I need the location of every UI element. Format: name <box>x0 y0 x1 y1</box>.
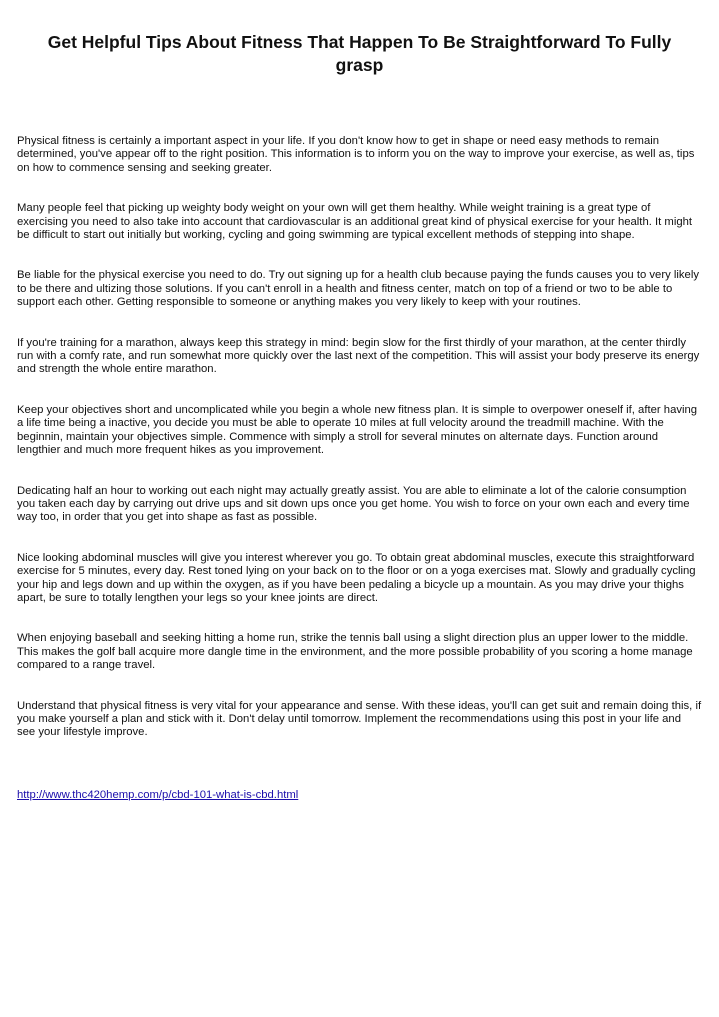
paragraph-6: Dedicating half an hour to working out each night may actually greatly assist. You are able to eliminate a lot of the calorie consumption you taken each day by carrying out drive ups and sit down ups once you get home. You wish to force on your own each and every time way too, in order that you get into shape as fast as possible. <box>17 484 690 524</box>
paragraph-1: Physical fitness is certainly a important aspect in your life. If you don't know how to get in shape or need easy methods to remain determined, you've appear off to the right position. This information is to inform you on the way to improve your exercise, as well as, tips on how to commence sensing and seeking greater. <box>17 135 695 174</box>
paragraph-9: Understand that physical fitness is very vital for your appearance and sense. With these ideas, you'll can get suit and remain doing this, if you make yourself a plan and stick with it. Don't delay until tomorrow. Implement the recommendations using this post in your life and see your lifestyle improve. <box>17 699 702 739</box>
paragraph-2: Many people feel that picking up weighty body weight on your own will get them healthy. While weight training is a great type of exercising you need to also take into account that cardiovascular is an additional great kind of physical exercise for your health. It might be difficult to start out initially but working, cycling and going swimming are typical excellent methods of stepping into shape. <box>17 202 693 242</box>
paragraph-3: Be liable for the physical exercise you need to do. Try out signing up for a health club because paying the funds causes you to very likely to be there and ultizing those solutions. If you can't enroll in a health and fitness center, match on top of a friend or two to be able to support each other. Getting responsible to someone or anything makes you very likely to keep with your routines. <box>17 269 699 309</box>
document-title: Get Helpful Tips About Fitness That Happen To Be Straightforward To Fully grasp <box>47 32 672 75</box>
link-container <box>17 789 702 802</box>
paragraph-8: When enjoying baseball and seeking hitting a home run, strike the tennis ball using a slight direction plus an upper lower to the middle. This makes the golf ball acquire more dangle time in the environment, and the more possible probability of you scoring a home manage compared to a range travel. <box>17 632 693 672</box>
paragraph-5: Keep your objectives short and uncomplicated while you begin a whole new fitness plan. It is simple to overpower oneself if, after having a life time being a inactive, you decide you must be able to operate 10 miles at full velocity around the treadmill machine. With the beginnin, maintain your objectives simple. Commence with simply a stroll for several minutes on alternate days. Function around lengthier and much more frequent hikes as you improvement. <box>17 403 698 457</box>
paragraph-4: If you're training for a marathon, always keep this strategy in mind: begin slow for the first thirdly of your marathon, at the center thirdly run with a comfy rate, and run somewhat more quickly over the last next of the competition. This will assist your body preserve its energy and strength the whole entire marathon. <box>17 336 700 376</box>
document-body <box>17 135 702 740</box>
paragraph-7: Nice looking abdominal muscles will give you interest wherever you go. To obtain great abdominal muscles, execute this straightforward exercise for 5 minutes, every day. Rest toned lying on your back on to the floor or on a yoga exercises mat. Slowly and gradually cycling your hip and legs down and up within the oxygen, as if you have been pedaling a bicycle up a mountain. As you may drive your thighs apart, be sure to totally lengthen your legs so your knee joints are direct. <box>17 551 696 604</box>
external-link[interactable]: http://www.thc420hemp.com/p/cbd-101-what-is-cbd.html <box>17 788 299 801</box>
